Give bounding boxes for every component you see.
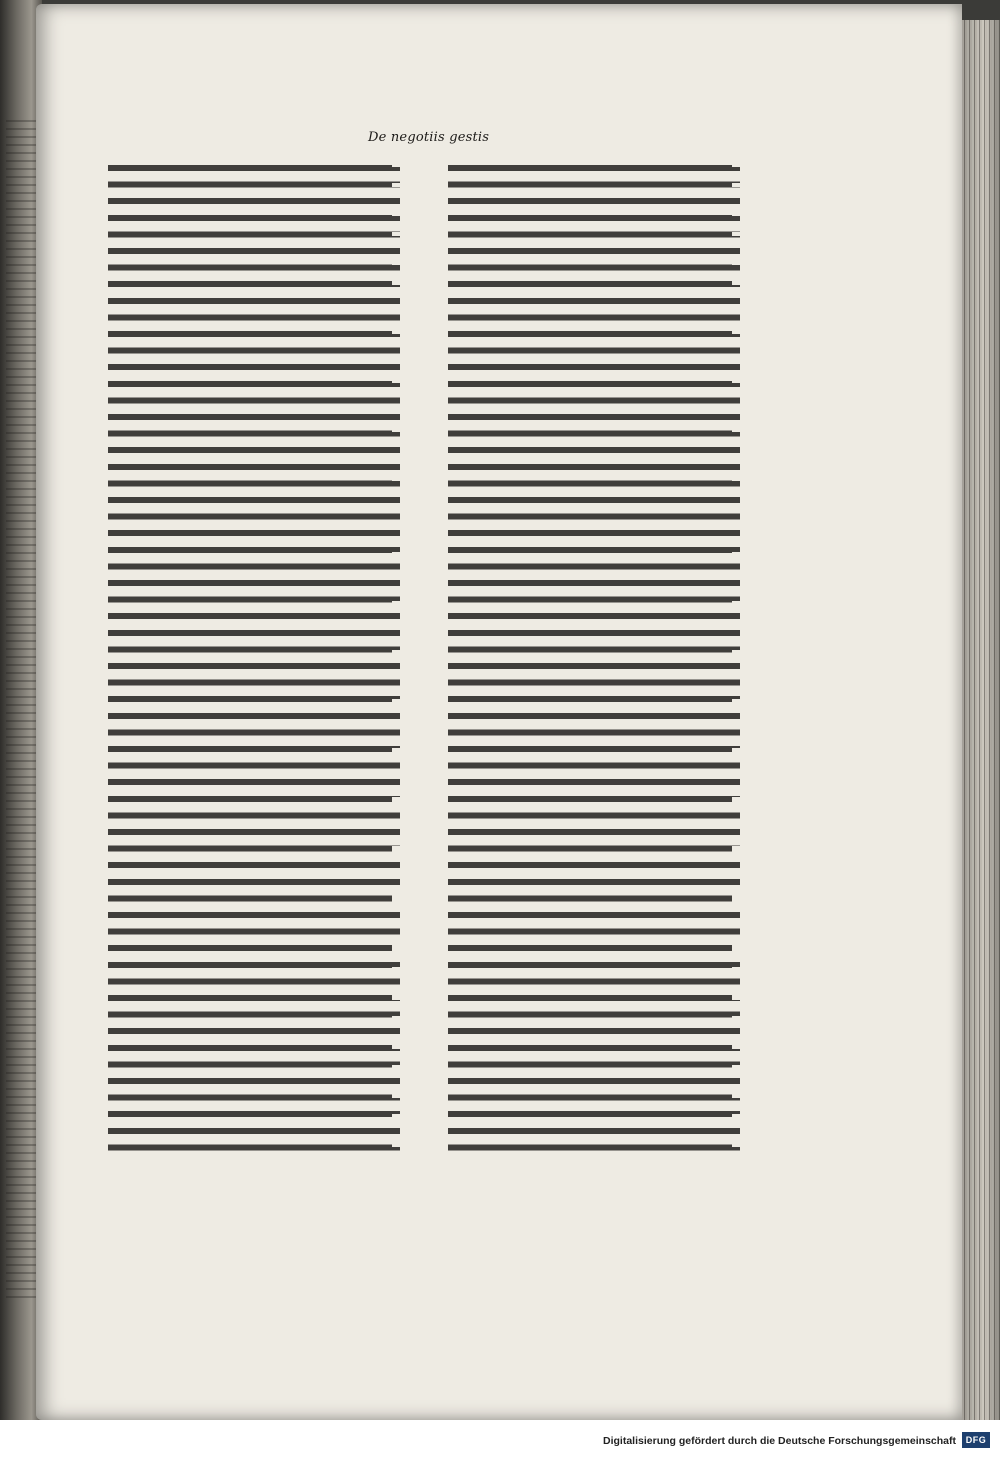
running-head: De negotiis gestis bbox=[368, 130, 490, 145]
digitization-footer bbox=[0, 1420, 1000, 1460]
text-column-right bbox=[448, 160, 740, 1160]
funding-credit: Digitalisierung gefördert durch die Deutsche Forschungsgemeinschaft bbox=[603, 1435, 956, 1447]
text-column-left bbox=[108, 160, 400, 1160]
book-fore-edge bbox=[962, 20, 1000, 1420]
dfg-logo: DFG bbox=[962, 1432, 990, 1448]
